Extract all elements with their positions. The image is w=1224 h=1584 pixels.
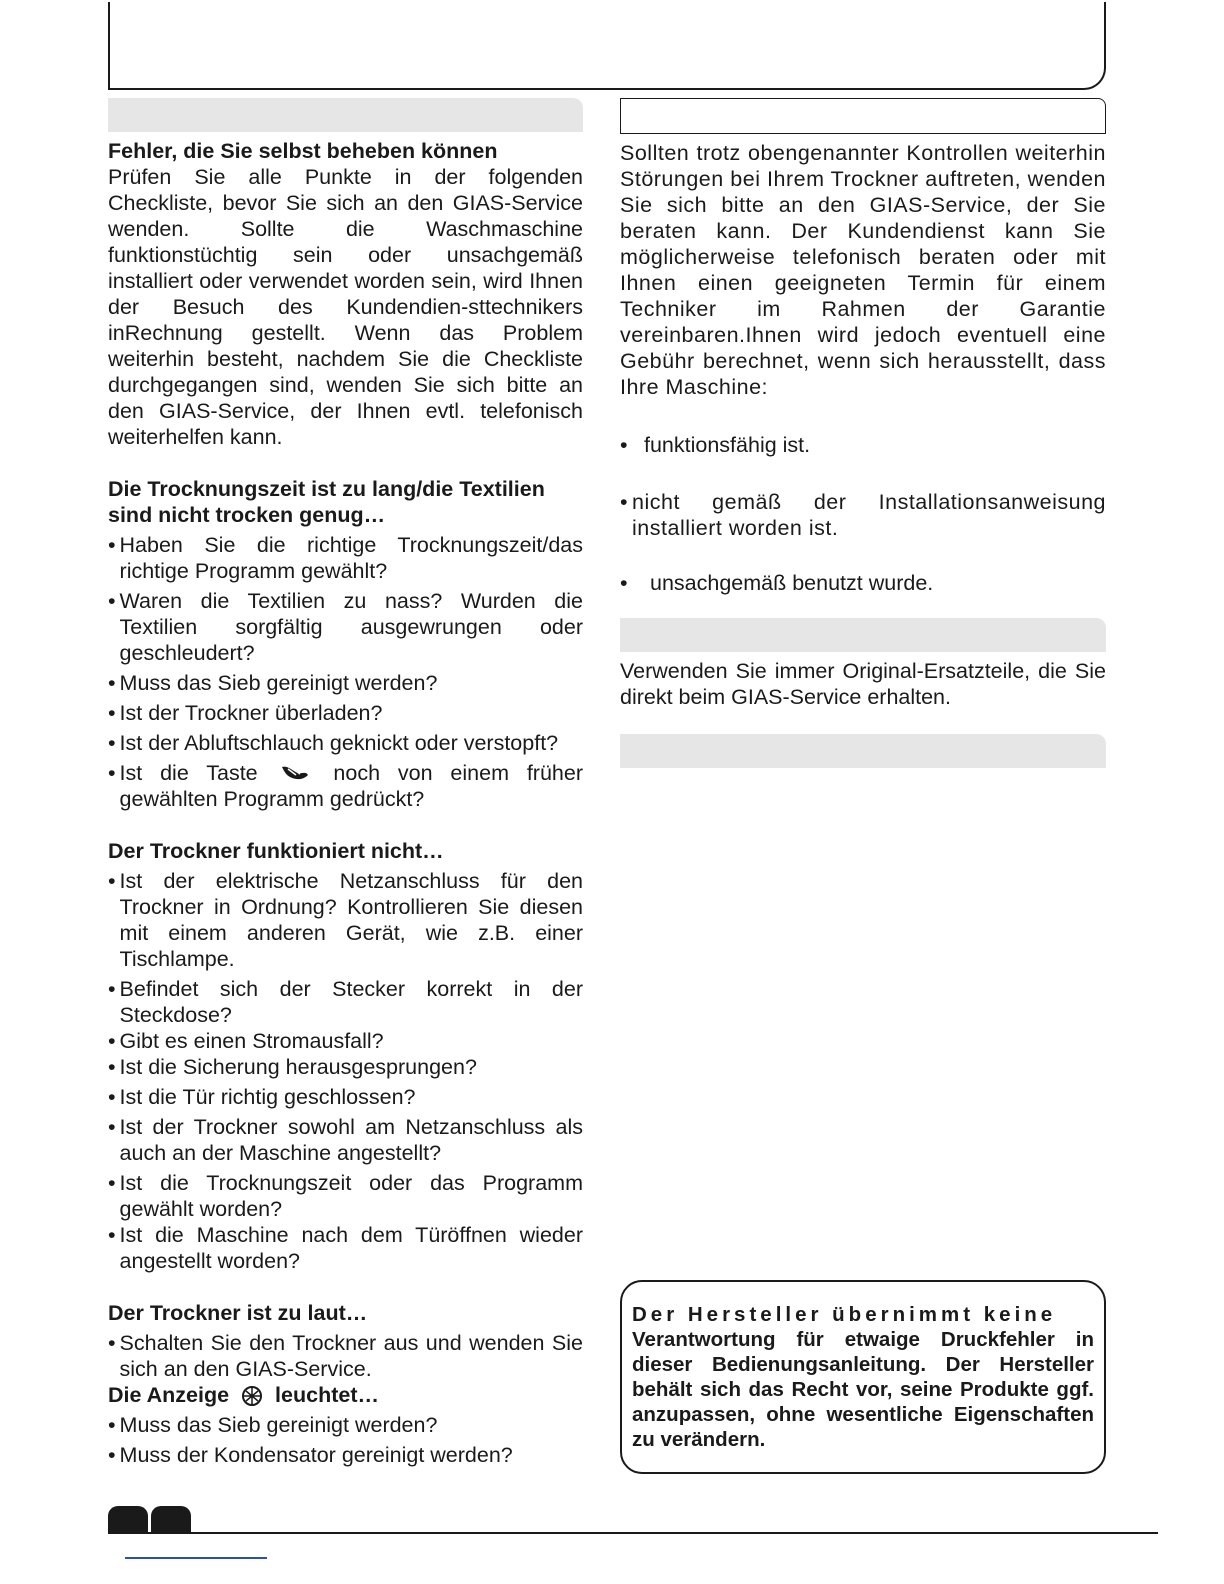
list-item: • Haben Sie die richtige Trocknungszeit/das richtige Programm gewählt? bbox=[108, 533, 583, 583]
list-item: • Ist der Abluftschlauch geknickt oder verstopft? bbox=[108, 731, 559, 755]
machine-condition-item: • nicht gemäß der Installationsanweisung installiert worden ist. bbox=[620, 490, 1106, 540]
list-item: • Ist die Trocknungszeit oder das Programm gewählt worden? bbox=[108, 1171, 583, 1221]
heading-indicator-lit: Die Anzeige leuchtet… bbox=[108, 1383, 379, 1407]
list-item: • Ist die Sicherung herausgesprungen? bbox=[108, 1055, 477, 1079]
list-item: • Ist die Maschine nach dem Türöffnen wieder angestellt worden? bbox=[108, 1223, 583, 1273]
list-item: • Ist die Taste noch von einem früher gewählten Programm gedrückt? bbox=[108, 761, 584, 811]
section-header-bar-empty bbox=[620, 734, 1106, 768]
list-item: • Ist der elektrische Netzanschluss für den Trockner in Ordnung? Kontrollieren Sie diesen mit einem anderen Gerät, wie z.B. einer Tischlampe. bbox=[108, 869, 583, 971]
list-item: • Muss das Sieb gereinigt werden? bbox=[108, 671, 438, 695]
self-fix-body: Prüfen Sie alle Punkte in der folgenden Checkliste, bevor Sie sich an den GIAS-Service wenden. Sollte die Waschmaschine funktionstüchtig sein oder unsachgemäß installiert oder verwendet worden sein, wird Ihnen der Besuch des Kundendien-sttechnikers inRechnung gestellt. Wenn das Problem weiterhin besteht, nachdem Sie die Checkliste durchgegangen sind, wenden Sie sich bitte an den GIAS-Service, der Ihnen evtl. telefonisch weiterhelfen kann. bbox=[108, 165, 583, 449]
page-number-tab-right bbox=[151, 1506, 191, 1534]
section-header-box-service bbox=[620, 98, 1106, 134]
list-item: • Befindet sich der Stecker korrekt in der Steckdose? bbox=[108, 977, 583, 1027]
list-item: • Ist der Trockner überladen? bbox=[108, 701, 383, 725]
list-item: • Muss das Sieb gereinigt werden? bbox=[108, 1413, 438, 1438]
page-header-box bbox=[108, 2, 1106, 90]
list-item: • Schalten Sie den Trockner aus und wenden Sie sich an den GIAS-Service. bbox=[108, 1331, 583, 1381]
right-column bbox=[620, 140, 1106, 400]
list-item: • Gibt es einen Stromausfall? bbox=[108, 1029, 384, 1053]
machine-condition-item: • funktionsfähig ist. bbox=[620, 433, 811, 457]
machine-condition-item: • unsachgemäß benutzt wurde. bbox=[620, 571, 934, 595]
list-item: • Ist die Tür richtig geschlossen? bbox=[108, 1085, 416, 1109]
heading-too-loud: Der Trockner ist zu laut… bbox=[108, 1301, 368, 1325]
list-item: • Muss der Kondensator gereinigt werden? bbox=[108, 1443, 513, 1468]
list-item: • Ist der Trockner sowohl am Netzanschluss als auch an der Maschine angestellt? bbox=[108, 1115, 583, 1165]
service-text: Sollten trotz obengenannter Kontrollen weiterhin Störungen bei Ihrem Trockner auftreten, wenden Sie sich bitte an den GIAS-Service, der Sie beraten kann. Der Kundendienst kann Sie möglicherweise telefonisch beraten oder mit Ihnen einen geeigneten Termin für einem Techniker im Rahmen der Garantie vereinbaren.Ihnen wird jedoch eventuell eine Gebühr berechnet, wenn sich herausstellt, dass Ihre Maschine: bbox=[620, 141, 1106, 399]
page-number-tab-left bbox=[108, 1506, 148, 1534]
spare-parts-text: Verwenden Sie immer Original-Ersatzteile, die Sie direkt beim GIAS-Service erhalten. bbox=[620, 659, 1106, 709]
heading-self-fix: Fehler, die Sie selbst beheben können bbox=[108, 139, 498, 163]
footer-rule bbox=[108, 1532, 1158, 1534]
disclaimer-box bbox=[620, 1280, 1106, 1474]
section-header-bar-spare-parts bbox=[620, 618, 1106, 652]
heading-not-working: Der Trockner funktioniert nicht… bbox=[108, 839, 444, 863]
list-item: • Waren die Textilien zu nass? Wurden die Textilien sorgfältig ausgewrungen oder geschleudert? bbox=[108, 589, 583, 665]
filter-indicator-icon bbox=[235, 1384, 269, 1408]
left-column bbox=[108, 138, 583, 1468]
heading-drying-time: Die Trocknungszeit ist zu lang/die Textilien sind nicht trocken genug… bbox=[108, 477, 545, 527]
disclaimer-first-line: Der Hersteller übernimmt keine bbox=[632, 1303, 1057, 1326]
disclaimer-text: Verantwortung für etwaige Druckfehler in dieser Bedienungsanleitung. Der Hersteller behält sich das Recht vor, seine Produkte ggf. anzupassen, ohne wesentliche Eigenschaften zu verändern. bbox=[632, 1328, 1094, 1451]
section-header-bar-troubleshooting bbox=[108, 98, 583, 132]
anti-crease-icon bbox=[276, 763, 316, 785]
footer-blue-rule bbox=[125, 1557, 267, 1559]
